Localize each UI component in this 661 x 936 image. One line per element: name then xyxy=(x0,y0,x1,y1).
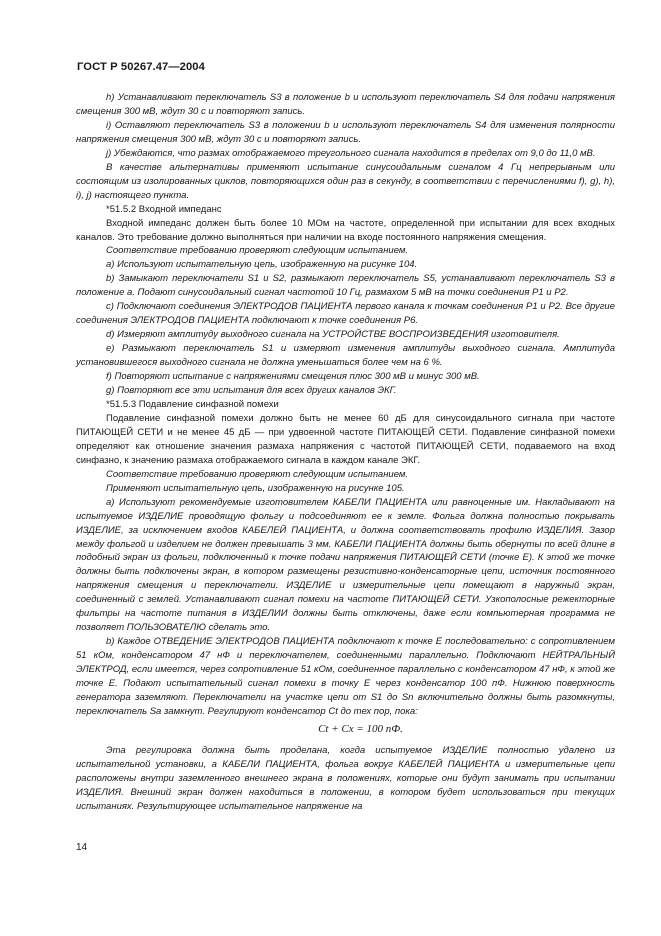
page-number: 14 xyxy=(76,842,88,853)
paragraphs-before-formula xyxy=(76,91,615,719)
paragraphs-after-formula xyxy=(76,744,615,814)
paragraph: е) Размыкают переключатель S1 и измеряют изменения амплитуды выходного сигнала. Амплитуда установившегося выходного сигнала не должна уменьшаться более чем на 6 %. xyxy=(76,343,615,369)
paragraph: Эта регулировка должна быть проделана, когда испытуемое ИЗДЕЛИЕ полностью удалено из испытательной установки, а КАБЕЛИ ПАЦИЕНТА, фольга вокруг КАБЕЛЕЙ ПАЦИЕНТА и измерительные цепи расположены внутри заземленного внешнего экрана в положениях, которые они будут занимать при испытании ИЗДЕЛИЯ. Внешний экран должен находиться в положении, в котором будет использоваться при текущих испытаниях. Результирующее испытательное напряжение на xyxy=(76,744,615,812)
paragraph: g) Повторяют все эти испытания для всех других каналов ЭКГ. xyxy=(106,385,397,397)
capacitance-formula xyxy=(76,723,615,737)
paragraph: с) Подключают соединения ЭЛЕКТРОДОВ ПАЦИЕНТА первого канала к точкам соединения P1 и P2. Все другие соединения ЭЛЕКТРОДОВ ПАЦИЕНТА подключают к точке соединения P6. xyxy=(76,301,615,327)
paragraph: f) Повторяют испытание с напряжениями смещения плюс 300 мВ и минус 300 мВ. xyxy=(106,371,480,383)
paragraph: h) Устанавливают переключатель S3 в положение b и используют переключатель S4 для подачи напряжения смещения 300 мВ, ждут 30 с и повторяют запись. xyxy=(76,92,615,117)
paragraph: а) Используют рекомендуемые изготовителем КАБЕЛИ ПАЦИЕНТА или равноценные им. Накладывают на испытуемое ИЗДЕЛИЕ проводящую фольгу и подсоединяют ее к земле. Фольга должна полностью покрывать ИЗДЕЛИЕ, за исключением входов КАБЕЛЕЙ ПАЦИЕНТА, и должна соответствовать профилю ИЗДЕЛИЯ. Зазор между фольгой и изделием не должен превышать 3 мм. КАБЕЛИ ПАЦИЕНТА должны быть обернуты по всей длине в подобный экран из фольги, подключенный к точке подачи напряжения ПИТАЮЩЕЙ СЕТИ (точке E). К этой же точке должны быть подключены экран, в котором размещены резистивно-конденсаторные цепи, источник постоянного напряжения смещения и переключатели. ИЗДЕЛИЕ и измерительные цепи помещают в наружный экран, соединенный с землей. Устанавливают сигнал помехи на частоте ПИТАЮЩЕЙ СЕТИ. Узкополосные режекторные фильтры на частоте питания в ИЗДЕЛИИ должны быть отключены, даже если компьютерная программа не позволяет ПОЛЬЗОВАТЕЛЮ сделать это. xyxy=(76,496,615,634)
paragraph: В качестве альтернативы применяют испытание синусоидальным сигналом 4 Гц непрерывным или состоящим из изолированных циклов, повторяющихся один раз в секунду, в соответствии с перечислениями f), g), h), i), j) настоящего пункта. xyxy=(76,161,615,201)
paragraph: Входной импеданс должен быть более 10 МОм на частоте, определенной при испытании для всех входных каналов. Это требование должно выполняться при наличии на входе постоянного напряжения смещения. xyxy=(76,217,615,243)
paragraph: i) Оставляют переключатель S3 в положении b и используют переключатель S4 для изменения полярности напряжения смещения 300 мВ, ждут 30 с и повторяют запись. xyxy=(76,119,615,145)
paragraph: b) Замыкают переключатели S1 и S2, размыкают переключатель S5, устанавливают переключатель S3 в положение a. Подают синусоидальный сигнал частотой 10 Гц, размахом 5 мВ на точки соединения P1 и P2. xyxy=(76,273,615,299)
paragraph: Соответствие требованию проверяют следующим испытанием. xyxy=(106,245,409,257)
paragraph: *51.5.2 Входной импеданс xyxy=(106,203,222,215)
paragraph: d) Измеряют амплитуду выходного сигнала на УСТРОЙСТВЕ ВОСПРОИЗВЕДЕНИЯ изготовителя. xyxy=(106,329,560,341)
paragraph: а) Используют испытательную цепь, изображенную на рисунке 104. xyxy=(106,259,418,271)
paragraph: *51.5.3 Подавление синфазной помехи xyxy=(106,398,279,410)
paragraph: j) Убеждаются, что размах отображаемого треугольного сигнала находится в пределах от 9,0 до 11,0 мВ. xyxy=(106,147,596,159)
paragraph: Применяют испытательную цепь, изображенную на рисунке 105. xyxy=(106,482,405,494)
paragraph: Соответствие требованию проверяют следующим испытанием. xyxy=(106,468,409,480)
formula-text: Ct + Cx = 100 пФ. xyxy=(318,722,403,735)
paragraph: b) Каждое ОТВЕДЕНИЕ ЭЛЕКТРОДОВ ПАЦИЕНТА подключают к точке E последовательно: с сопротивлением 51 кОм, конденсатором 47 нФ и переключателем, соединенными параллельно. Подключают НЕЙТРАЛЬНЫЙ ЭЛЕКТРОД, если имеется, через сопротивление 51 кОм, соединенное параллельно с конденсатором 47 нФ, к этой же точке E. Подают испытательный сигнал помехи в точку E через конденсатор 100 пФ. Нижнюю поверхность генератора заземляют. Переключатели на участке цепи от S1 до Sn включительно должны быть разомкнуты, переключатель Sa замкнут. Регулируют конденсатор Ct до тех пор, пока: xyxy=(76,636,615,717)
paragraph: Подавление синфазной помехи должно быть не менее 60 дБ для синусоидального сигнала при частоте ПИТАЮЩЕЙ СЕТИ и не менее 45 дБ — при удвоенной частоте ПИТАЮЩЕЙ СЕТИ. Подавление синфазной помехи определяют как отношение значения размаха напряжения с частотой ПИТАЮЩЕЙ СЕТИ, подаваемого на вход синфазно, к значению размаха отображаемого сигнала в каждом канале ЭКГ. xyxy=(76,412,615,466)
page-header: ГОСТ Р 50267.47—2004 xyxy=(77,61,205,73)
document-body xyxy=(76,91,615,814)
